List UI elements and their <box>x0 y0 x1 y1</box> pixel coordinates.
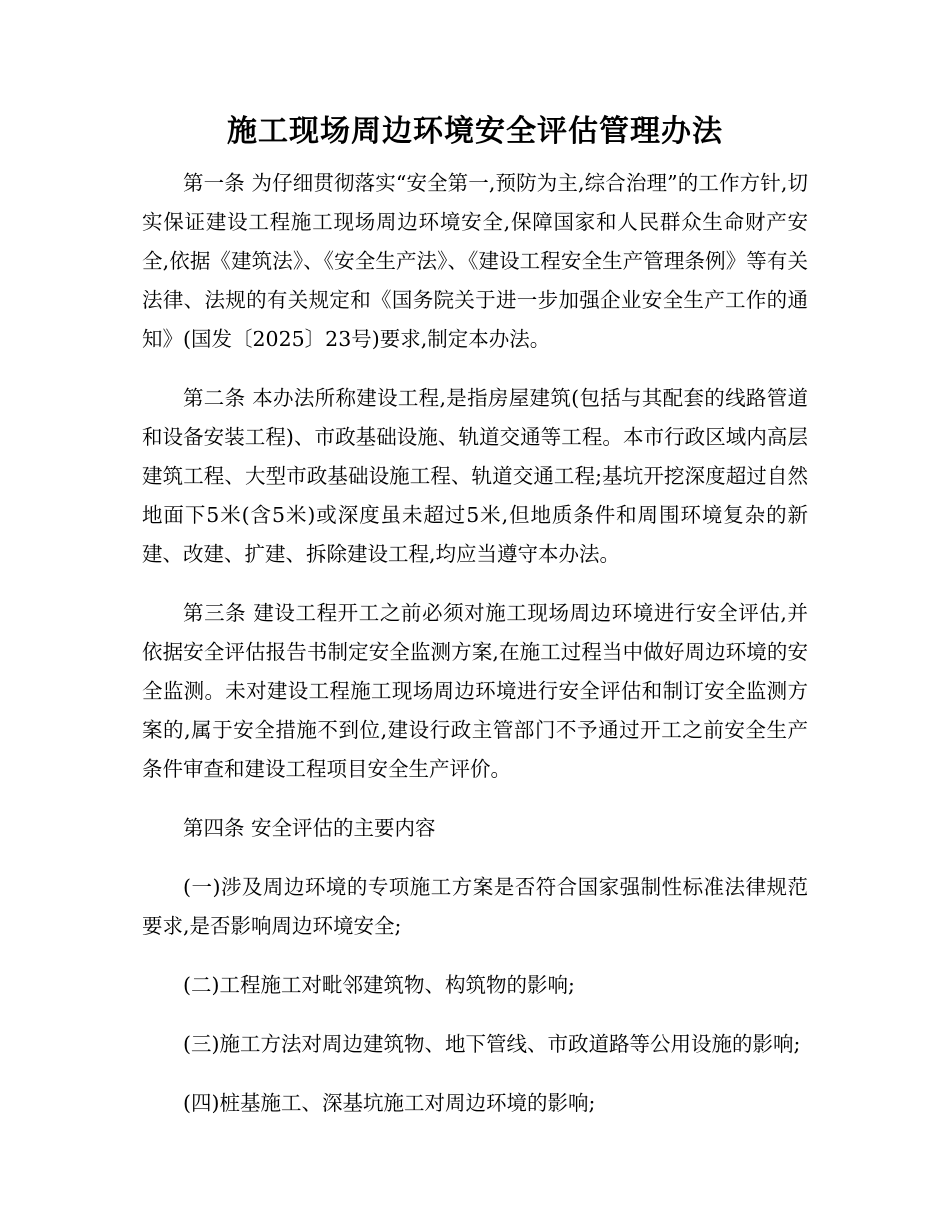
article-4-item-2: (二)工程施工对毗邻建筑物、构筑物的影响; <box>183 973 575 997</box>
article-4-item-3: (三)施工方法对周边建筑物、地下管线、市政道路等公用设施的影响; <box>183 1032 801 1056</box>
article-1-paragraph: 第一条 为仔细贯彻落实“安全第一,预防为主,综合治理”的工作方针,切实保证建设工程施工现场周边环境安全,保障国家和人民群众生命财产安全,依据《建筑法》、《安全生产法》、《建设工程安全生产管理条例》等有关法律、法规的有关规定和《国务院关于进一步加强企业安全生产工作的通知》(国发〔2025〕23号)要求,制定本办法。 <box>142 171 808 351</box>
article-4-heading: 第四条 安全评估的主要内容 <box>183 816 436 840</box>
article-4-item-1: (一)涉及周边环境的专项施工方案是否符合国家强制性标准法律规范要求,是否影响周边环境安全; <box>142 875 808 938</box>
article-3-paragraph: 第三条 建设工程开工之前必须对施工现场周边环境进行安全评估,并依据安全评估报告书制定安全监测方案,在施工过程当中做好周边环境的安全监测。未对建设工程施工现场周边环境进行安全评估和制订安全监测方案的,属于安全措施不到位,建设行政主管部门不予通过开工之前安全生产条件审查和建设工程项目安全生产评价。 <box>142 601 808 781</box>
article-4-item-4: (四)桩基施工、深基坑施工对周边环境的影响; <box>183 1091 596 1115</box>
document-title: 施工现场周边环境安全评估管理办法 <box>227 114 723 149</box>
document-body <box>142 164 808 1143</box>
article-2-paragraph: 第二条 本办法所称建设工程,是指房屋建筑(包括与其配套的线路管道和设备安装工程)、市政基础设施、轨道交通等工程。本市行政区域内高层建筑工程、大型市政基础设施工程、轨道交通工程;基坑开挖深度超过自然地面下5米(含5米)或深度虽未超过5米,但地质条件和周围环境复杂的新建、改建、扩建、拆除建设工程,均应当遵守本办法。 <box>142 386 808 566</box>
